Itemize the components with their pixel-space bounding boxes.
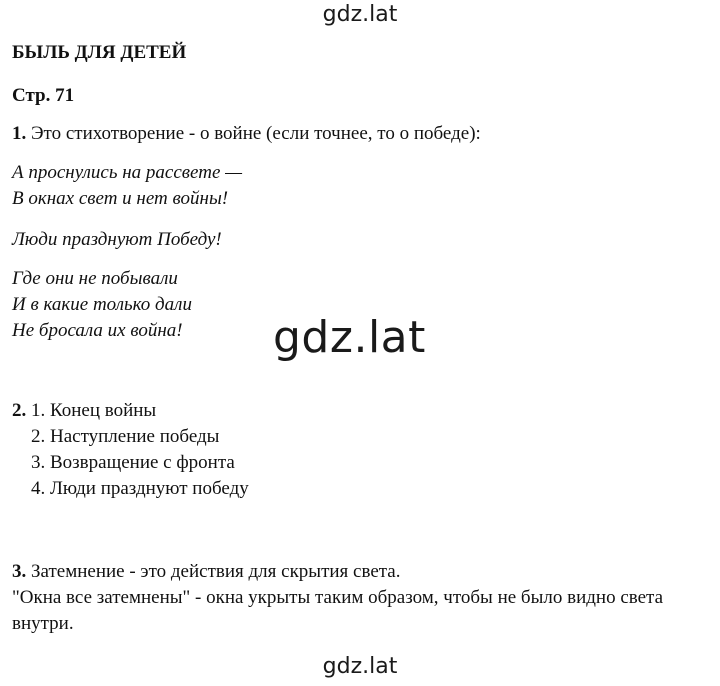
answer-3-text: Затемнение - это действия для скрытия света.	[26, 561, 401, 582]
poem-stanza-2	[12, 227, 222, 253]
watermark-bottom: gdz.lat	[322, 654, 398, 679]
answer-3-line-3: внутри.	[12, 613, 74, 634]
poem-line: Где они не побывали	[12, 268, 178, 289]
poem-line: В окнах свет и нет войны!	[12, 188, 229, 209]
answer-1-text: Это стихотворение - о войне (если точнее, то о победе):	[26, 123, 481, 144]
list-item-text: 1. Конец войны	[31, 400, 157, 421]
poem-line: И в какие только дали	[12, 294, 192, 315]
page-title: БЫЛЬ ДЛЯ ДЕТЕЙ	[12, 42, 187, 63]
poem-stanza-3	[12, 266, 192, 344]
answer-1-intro	[12, 121, 481, 147]
list-item	[12, 398, 249, 424]
answer-1-number: 1.	[12, 123, 27, 144]
page-reference: Стр. 71	[12, 85, 75, 106]
list-item: 4. Люди празднуют победу	[31, 478, 249, 499]
answer-2-number: 2.	[12, 400, 27, 421]
list-item: 2. Наступление победы	[31, 426, 220, 447]
poem-line: Люди празднуют Победу!	[12, 229, 222, 250]
poem-stanza-1	[12, 160, 242, 212]
poem-line: А проснулись на рассвете —	[12, 162, 243, 183]
answer-3-line-2: "Окна все затемнены" - окна укрыты таким образом, чтобы не было видно света	[12, 587, 664, 608]
poem-line: Не бросала их война!	[12, 320, 183, 341]
list-item: 3. Возвращение с фронта	[31, 452, 235, 473]
answer-3-number: 3.	[12, 561, 27, 582]
answer-2-list	[12, 398, 249, 502]
answer-3-line-1	[12, 559, 663, 585]
watermark-middle: gdz.lat	[273, 312, 426, 363]
answer-3	[12, 559, 663, 637]
watermark-top: gdz.lat	[322, 2, 398, 27]
